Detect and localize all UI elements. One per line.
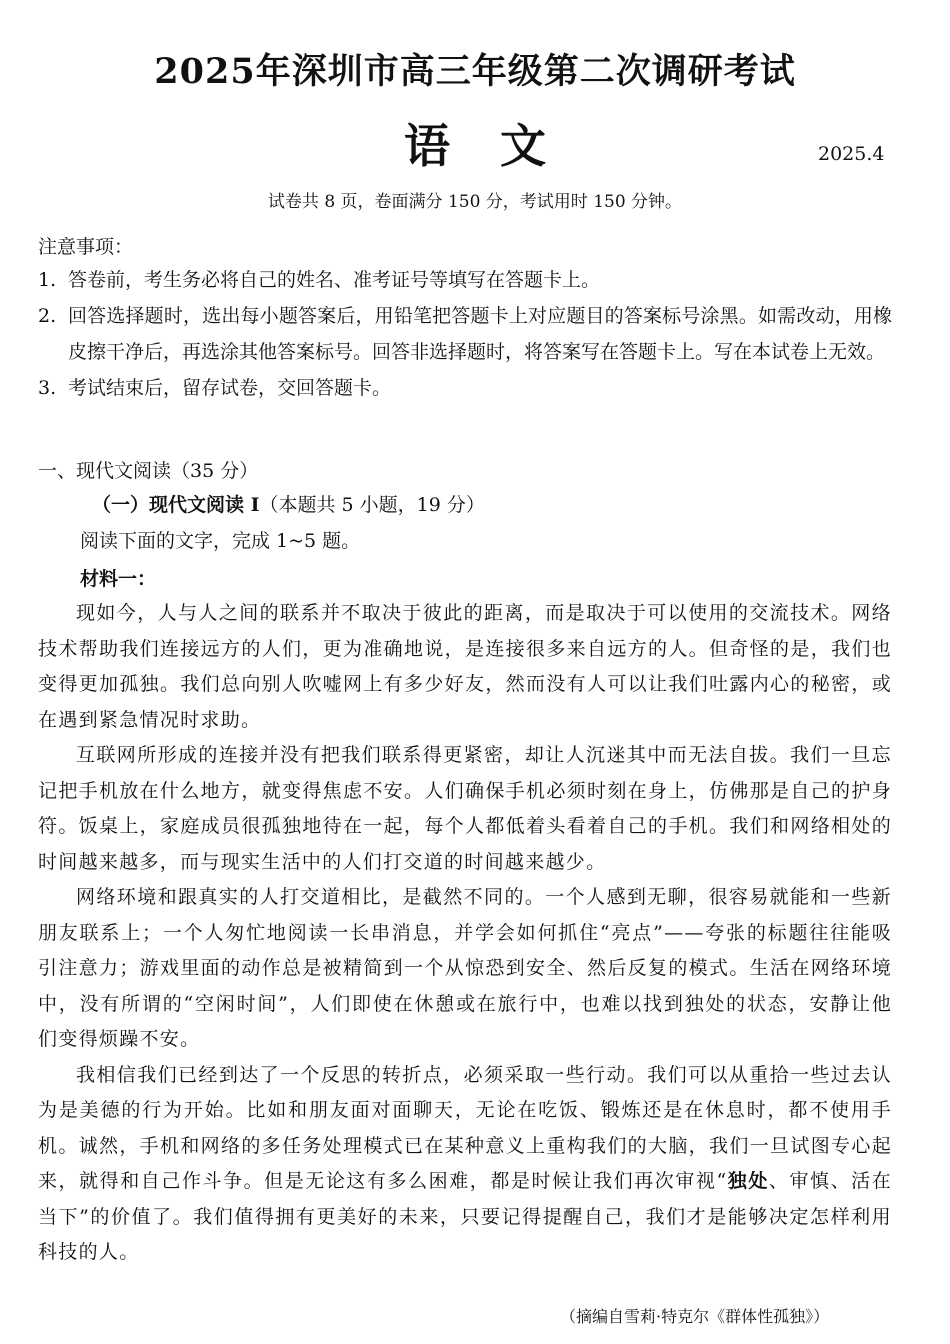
notice-item-number: 1.	[38, 269, 57, 291]
notice-item	[38, 262, 892, 298]
subsection-title: （一）现代文阅读 I	[92, 494, 260, 516]
subsection-heading	[92, 490, 485, 517]
reading-instruction: 阅读下面的文字，完成 1~5 题。	[80, 530, 361, 552]
notice-item-text: 回答选择题时，选出每小题答案后，用铅笔把答题卡上对应题目的答案标号涂黑。如需改动，用橡皮擦干净后，再选涂其他答案标号。回答非选择题时，将答案写在答题卡上。写在本试卷上无效。	[68, 305, 892, 363]
passage-paragraph: 现如今，人与人之间的联系并不取决于彼此的距离，而是取决于可以使用的交流技术。网络技术帮助我们连接远方的人们，更为准确地说，是连接很多来自远方的人。但奇怪的是，我们也变得更加孤独。我们总向别人吹嘘网上有多少好友，然而没有人可以让我们吐露内心的秘密，或在遇到紧急情况时求助。	[38, 602, 892, 731]
notice-item-number: 2.	[38, 305, 57, 327]
subsection-detail: （本题共 5 小题，19 分）	[259, 494, 485, 516]
passage-paragraph: 互联网所形成的连接并没有把我们联系得更紧密，却让人沉迷其中而无法自拔。我们一旦忘记把手机放在什么地方，就变得焦虑不安。人们确保手机必须时刻在身上，仿佛那是自己的护身符。饭桌上，家庭成员很孤独地待在一起，每个人都低着头看着自己的手机。我们和网络相处的时间越来越多，而与现实生活中的人们打交道的时间越来越少。	[38, 744, 892, 873]
notice-item-text: 答卷前，考生务必将自己的姓名、准考证号等填写在答题卡上。	[68, 269, 601, 291]
exam-title: 2025年深圳市高三年级第二次调研考试	[154, 51, 796, 92]
passage-text: 、审慎、活在当下”的价值了。我们值得拥有更美好的未来，只要记得提醒自己，我们才是能够决定怎样利用科技的人。	[38, 1170, 892, 1263]
passage-source: （摘编自雪莉·特克尔《群体性孤独》）	[560, 1307, 830, 1326]
emphasized-word: 独处	[727, 1170, 769, 1192]
notice-item	[38, 298, 892, 370]
notice-item	[38, 370, 892, 406]
notice-item-number: 3.	[38, 377, 57, 399]
subject-title: 语文	[404, 119, 596, 173]
section-heading: 一、现代文阅读（35 分）	[38, 460, 259, 482]
exam-info: 试卷共 8 页，卷面满分 150 分，考试用时 150 分钟。	[267, 192, 683, 212]
exam-date: 2025.4	[818, 143, 885, 165]
reading-passage	[38, 596, 892, 1271]
notice-list	[38, 262, 892, 406]
notice-heading: 注意事项：	[38, 236, 134, 258]
notice-item-text: 考试结束后，留存试卷，交回答题卡。	[68, 377, 392, 399]
passage-text: 我相信我们已经到达了一个反思的转折点，必须采取一些行动。我们可以从重拾一些过去认为是美德的行为开始。比如和朋友面对面聊天，无论在吃饭、锻炼还是在休息时，都不使用手机。诚然，手机和网络的多任务处理模式已在某种意义上重构我们的大脑，我们一旦试图专心起来，就得和自己作斗争。但是无论这有多么困难，都是时候让我们再次审视“	[38, 1063, 892, 1192]
passage-paragraph: 网络环境和跟真实的人打交道相比，是截然不同的。一个人感到无聊，很容易就能和一些新朋友联系上；一个人匆忙地阅读一长串消息，并学会如何抓住“亮点”——夸张的标题往往能吸引注意力；游戏里面的动作总是被精简到一个从惊恐到安全、然后反复的模式。生活在网络环境中，没有所谓的“空闲时间”，人们即使在休憩或在旅行中，也难以找到独处的状态，安静让他们变得烦躁不安。	[38, 886, 892, 1050]
passage-paragraph	[38, 1058, 892, 1271]
material-label: 材料一：	[80, 568, 157, 590]
